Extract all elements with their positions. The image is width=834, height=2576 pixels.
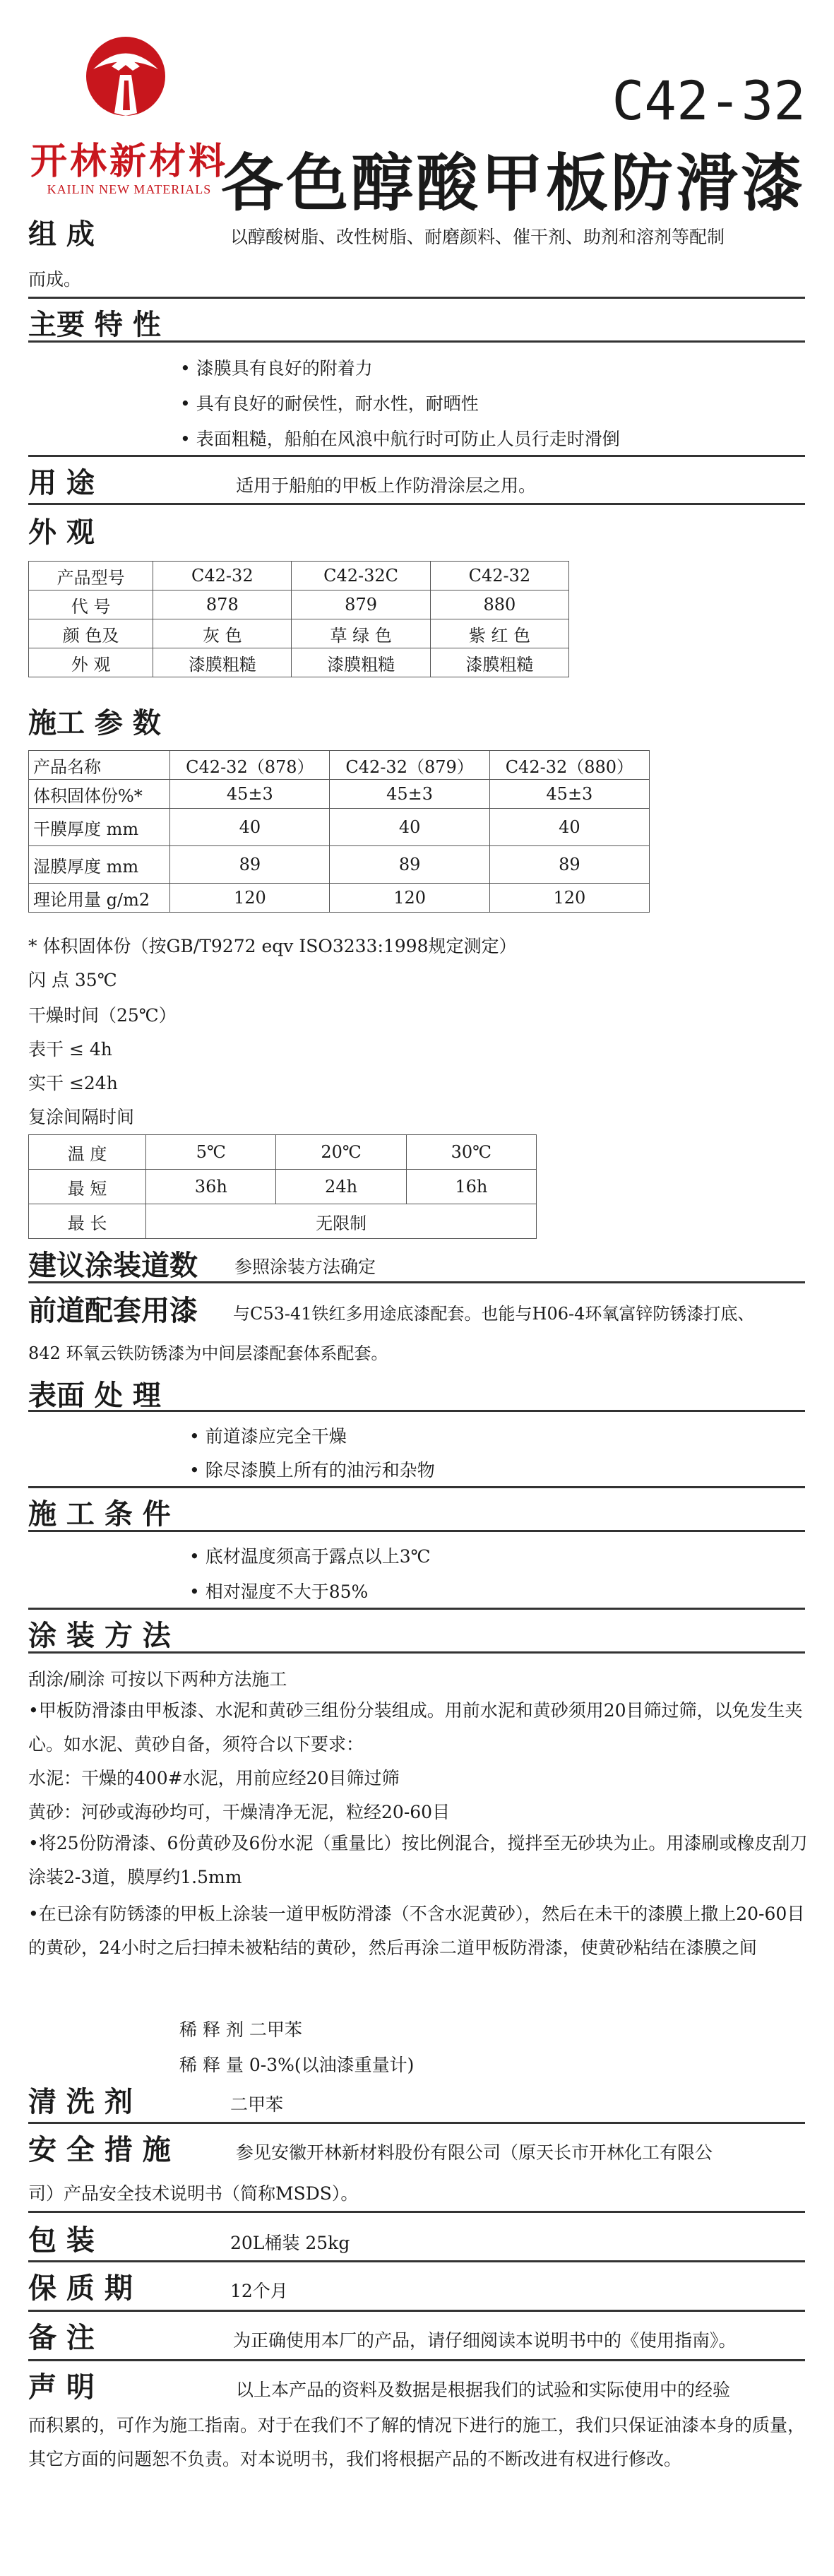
- section-divider: [28, 2260, 805, 2262]
- primer-heading: 前道配套用漆: [28, 1294, 198, 1327]
- solid-content-note: * 体积固体份（按GB/T9272 eqv ISO3233:1998规定测定）: [28, 936, 517, 956]
- table-row: 代 号 878 879 880: [29, 590, 569, 619]
- appearance-table: [28, 561, 569, 677]
- remark-text: 为正确使用本厂的产品，请仔细阅读本说明书中的《使用指南》。: [233, 2330, 737, 2351]
- primer-text-1: 与C53-41铁红多用途底漆配套。也能与H06-4环氧富锌防锈漆打底、: [233, 1304, 755, 1324]
- brand-name-en: KAILIN NEW MATERIALS: [47, 182, 212, 196]
- statement-text-1: 以上本产品的资料及数据是根据我们的试验和实际使用中的经验: [236, 2380, 731, 2400]
- cleaning-heading: 清 洗 剂: [28, 2085, 133, 2118]
- usage-text: 适用于船舶的甲板上作防滑涂层之用。: [236, 475, 537, 496]
- section-divider: [28, 455, 805, 457]
- method-step-1: •甲板防滑漆由甲板漆、水泥和黄砂三组份分装组成。用前水泥和黄砂须用20目筛过筛，以免发生夹心。如水泥、黄砂自备，须符合以下要求：: [28, 1700, 803, 1755]
- shelf-life-heading: 保 质 期: [28, 2272, 133, 2305]
- cleaning-text: 二甲苯: [230, 2094, 284, 2115]
- table-row: 产品型号 C42-32 C42-32C C42-32: [29, 562, 569, 590]
- table-row: 理论用量 g/m2 120 120 120: [29, 884, 650, 913]
- safety-heading: 安 全 措 施: [28, 2133, 171, 2166]
- features-heading: 主要 特 性: [28, 308, 161, 341]
- primer-text-2: 842 环氧云铁防锈漆为中间层漆配套体系配套。: [28, 1343, 388, 1363]
- table-row: 温 度 5℃ 20℃ 30℃: [29, 1135, 537, 1170]
- section-divider: [28, 1486, 805, 1488]
- statement-heading: 声 明: [28, 2370, 95, 2404]
- feature-item: • 具有良好的耐侯性，耐水性，耐晒性: [180, 393, 479, 414]
- section-divider: [28, 1281, 805, 1283]
- surface-item: • 除尽漆膜上所有的油污和杂物: [189, 1460, 435, 1480]
- method-heading: 涂 装 方 法: [28, 1619, 171, 1652]
- coats-text: 参照涂装方法确定: [234, 1257, 376, 1277]
- condition-item: • 相对湿度不大于85%: [189, 1581, 369, 1602]
- feature-item: • 表面粗糙，船舶在风浪中航行时可防止人员行走时滑倒: [180, 429, 620, 449]
- feature-item: • 漆膜具有良好的附着力: [180, 358, 373, 379]
- surface-dry: 表干 ≤ 4h: [28, 1039, 112, 1060]
- brand-name-cn: 开林新材料: [30, 140, 228, 183]
- method-intro: 刮涂/刷涂 可按以下两种方法施工: [28, 1669, 287, 1690]
- recoat-table: [28, 1134, 537, 1239]
- section-divider: [28, 2310, 805, 2312]
- section-divider: [28, 2122, 805, 2124]
- kailin-logo-icon: [83, 34, 168, 119]
- section-divider: [28, 2211, 805, 2213]
- hard-dry: 实干 ≤24h: [28, 1073, 118, 1093]
- cement-spec: 水泥：干燥的400#水泥，用前应经20目筛过筛: [28, 1768, 400, 1788]
- section-divider: [28, 297, 805, 299]
- thinner: 稀 释 剂 二甲苯: [179, 2019, 302, 2040]
- section-divider: [28, 1410, 805, 1412]
- method-step-2: •将25份防滑漆、6份黄砂及6份水泥（重量比）按比例混合，搅拌至无砂块为止。用漆刷或橡皮刮刀涂装2-3道，膜厚约1.5mm: [28, 1833, 808, 1887]
- statement-text-2: 而积累的，可作为施工指南。对于在我们不了解的情况下进行的施工，我们只保证油漆本身的质量，其它方面的问题恕不负责。对本说明书，我们将根据产品的不断改进有权进行修改。: [28, 2415, 806, 2469]
- params-heading: 施工 参 数: [28, 706, 161, 740]
- remark-heading: 备 注: [28, 2321, 95, 2354]
- section-divider: [28, 340, 805, 343]
- sand-spec: 黄砂：河砂或海砂均可，干燥清净无泥，粒经20-60目: [28, 1802, 451, 1822]
- appearance-heading: 外 观: [28, 516, 95, 549]
- composition-heading: 组 成: [28, 218, 95, 251]
- table-row: 湿膜厚度 mm 89 89 89: [29, 846, 650, 884]
- product-code: C42-32: [612, 69, 806, 132]
- table-row: 外 观 漆膜粗糙 漆膜粗糙 漆膜粗糙: [29, 648, 569, 677]
- package-text: 20L桶装 25kg: [230, 2233, 350, 2253]
- dry-time-title: 干燥时间（25℃）: [28, 1005, 177, 1026]
- params-table: [28, 750, 650, 913]
- flash-point: 闪 点 35℃: [28, 970, 117, 990]
- section-divider: [28, 1530, 805, 1532]
- thinner-amount: 稀 释 量 0-3%(以油漆重量计): [179, 2055, 415, 2075]
- section-divider: [28, 503, 805, 505]
- table-row: 最 短 36h 24h 16h: [29, 1170, 537, 1204]
- shelf-life-text: 12个月: [230, 2281, 288, 2301]
- conditions-heading: 施 工 条 件: [28, 1497, 171, 1531]
- composition-text-1: 以醇酸树脂、改性树脂、耐磨颜料、催干剂、助剂和溶剂等配制: [230, 227, 725, 247]
- safety-text-1: 参见安徽开林新材料股份有限公司（原天长市开林化工有限公: [236, 2142, 713, 2163]
- table-row: 产品名称 C42-32（878） C42-32（879） C42-32（880）: [29, 751, 650, 780]
- surface-heading: 表面 处 理: [28, 1379, 161, 1412]
- section-divider: [28, 1651, 805, 1654]
- composition-text-2: 而成。: [28, 269, 82, 290]
- usage-heading: 用 途: [28, 466, 95, 499]
- section-divider: [28, 2359, 805, 2361]
- recoat-title: 复涂间隔时间: [28, 1107, 135, 1127]
- table-row: 体积固体份%* 45±3 45±3 45±3: [29, 780, 650, 809]
- surface-item: • 前道漆应完全干燥: [189, 1426, 347, 1447]
- method-step-3: •在已涂有防锈漆的甲板上涂装一道甲板防滑漆（不含水泥黄砂），然后在未干的漆膜上撒上20-60目的黄砂，24小时之后扫掉未被粘结的黄砂，然后再涂二道甲板防滑漆，使黄砂粘结在漆膜之间: [28, 1904, 805, 1958]
- product-title: 各色醇酸甲板防滑漆: [220, 146, 806, 220]
- table-row: 最 长 无限制: [29, 1204, 537, 1239]
- condition-item: • 底材温度须高于露点以上3℃: [189, 1546, 431, 1567]
- safety-text-2: 司）产品安全技术说明书（简称MSDS）。: [28, 2183, 359, 2204]
- table-row: 颜 色及 灰 色 草 绿 色 紫 红 色: [29, 619, 569, 648]
- section-divider: [28, 1608, 805, 1610]
- package-heading: 包 装: [28, 2224, 95, 2257]
- coats-heading: 建议涂装道数: [28, 1249, 198, 1282]
- table-row: 干膜厚度 mm 40 40 40: [29, 809, 650, 846]
